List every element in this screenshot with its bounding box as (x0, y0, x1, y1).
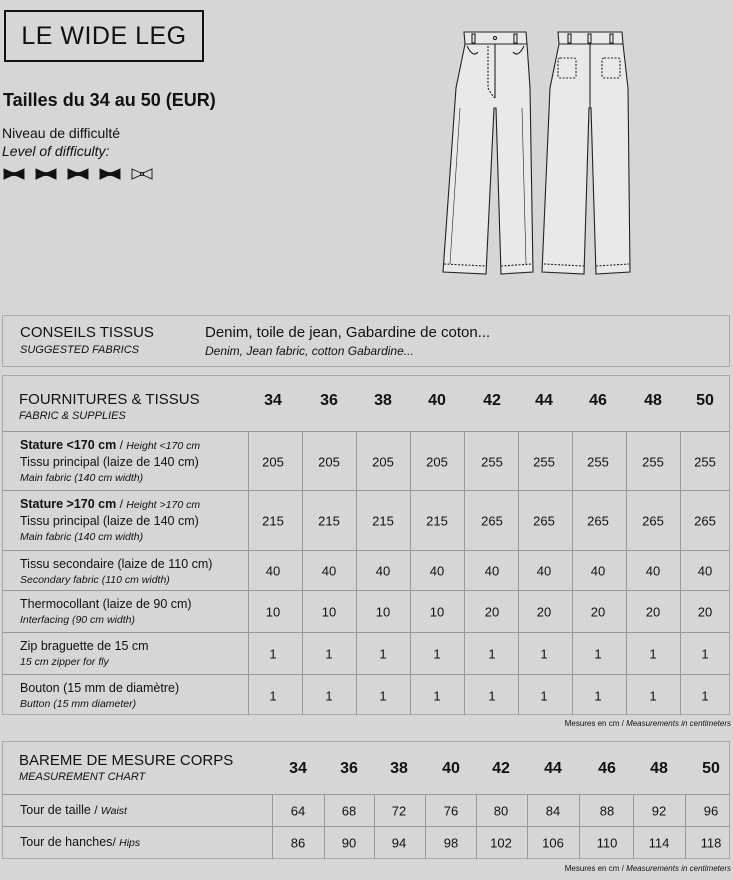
supplies-size-header: 38 (374, 392, 392, 409)
table-column-divider (518, 431, 519, 715)
table-cell: 255 (533, 454, 555, 469)
chart-row-label (20, 834, 140, 851)
table-cell: 40 (590, 563, 606, 579)
table-column-divider (410, 431, 411, 715)
supplies-size-header: 42 (483, 392, 501, 409)
table-row-divider (3, 431, 729, 432)
front-view-trousers (443, 32, 533, 274)
table-row-label (20, 680, 179, 712)
table-cell: 1 (488, 688, 496, 704)
chart-size-header: 50 (702, 760, 720, 777)
table-cell: 1 (379, 646, 387, 662)
table-cell: 40 (265, 563, 281, 579)
bow-filled-icon (98, 168, 122, 180)
table-cell: 1 (540, 646, 548, 662)
table-cell: 20 (536, 604, 552, 620)
table-row-label (20, 496, 200, 545)
table-cell: 265 (481, 513, 503, 529)
difficulty-rating (2, 168, 154, 180)
table-row-divider (3, 490, 729, 491)
table-cell: 10 (375, 604, 391, 620)
chart-row-label-fr: Tour de hanches (20, 835, 113, 849)
table-cell: 40 (429, 563, 445, 579)
table-cell: 1 (701, 688, 709, 704)
table-cell: 106 (542, 835, 564, 851)
row-label-fr: Zip braguette de 15 cm (20, 639, 149, 653)
table-cell: 114 (648, 835, 670, 851)
table-cell: 215 (262, 513, 284, 529)
row-label-fr: Thermocollant (laize de 90 cm) (20, 597, 192, 611)
table-cell: 86 (290, 835, 306, 851)
table-cell: 205 (426, 454, 448, 469)
table-cell: 1 (325, 688, 333, 704)
table-cell: 1 (433, 688, 441, 704)
chart-row-separator: / (90, 803, 101, 817)
difficulty-label (2, 124, 120, 160)
table-cell: 255 (694, 454, 716, 469)
table-cell: 265 (642, 513, 664, 529)
chart-heading-fr: BAREME DE MESURE CORPS (19, 752, 234, 769)
table-cell: 88 (599, 803, 615, 819)
fabrics-heading-fr: CONSEILS TISSUS (20, 324, 154, 341)
table-cell: 20 (645, 604, 661, 620)
table-cell: 1 (540, 688, 548, 704)
table-cell: 118 (700, 835, 722, 851)
table-cell: 20 (697, 604, 713, 620)
measurement-chart-table (2, 741, 730, 859)
supplies-size-header: 50 (696, 392, 714, 409)
table-cell: 1 (649, 688, 657, 704)
table-column-divider (374, 794, 375, 859)
table-cell: 20 (590, 604, 606, 620)
table-cell: 1 (701, 646, 709, 662)
difficulty-label-en: Level of difficulty: (2, 143, 110, 159)
table-cell: 255 (587, 454, 609, 469)
table-cell: 265 (533, 513, 555, 529)
table-column-divider (626, 431, 627, 715)
table-cell: 265 (694, 513, 716, 529)
table-row-label (20, 638, 149, 670)
row-label-fr: Bouton (15 mm de diamètre) (20, 681, 180, 695)
table-cell: 90 (341, 835, 357, 851)
row-label-en: Secondary fabric (110 cm width) (20, 574, 170, 586)
table-column-divider (476, 794, 477, 859)
table-row-label (20, 437, 200, 486)
row-label-stature (20, 496, 200, 513)
table-cell: 215 (318, 513, 340, 529)
table-cell: 40 (536, 563, 552, 579)
supplies-size-header: 44 (535, 392, 553, 409)
table-column-divider (685, 794, 686, 859)
row-label-stature-fr: Stature <170 cm (20, 438, 117, 452)
supplies-heading-fr: FOURNITURES & TISSUS (19, 391, 200, 408)
chart-row-label-fr: Tour de taille (20, 803, 91, 817)
table-cell: 215 (426, 513, 448, 529)
table-column-divider (579, 794, 580, 859)
pattern-title: LE WIDE LEG (4, 10, 204, 62)
row-label-en: Main fabric (140 cm width) (20, 472, 144, 484)
bow-filled-icon (34, 168, 58, 180)
table-cell: 110 (596, 835, 618, 851)
row-label-fr: Tissu principal (laize de 140 cm) (20, 455, 199, 469)
table-cell: 94 (391, 835, 407, 851)
table-row-divider (3, 826, 729, 827)
table-column-divider (425, 794, 426, 859)
chart-size-header: 46 (598, 760, 616, 777)
fabrics-heading-en: SUGGESTED FABRICS (20, 344, 139, 356)
table-cell: 205 (318, 454, 340, 469)
row-label-fr: Tissu secondaire (laize de 110 cm) (20, 557, 213, 571)
table-row-divider (3, 674, 729, 675)
row-label-separator: / (116, 438, 127, 452)
bow-filled-icon (66, 168, 90, 180)
table-cell: 10 (265, 604, 281, 620)
chart-size-header: 36 (340, 760, 358, 777)
table-cell: 40 (645, 563, 661, 579)
table-cell: 96 (703, 803, 719, 819)
table-cell: 1 (433, 646, 441, 662)
fabrics-value-en: Denim, Jean fabric, cotton Gabardine... (205, 344, 414, 358)
table-cell: 10 (321, 604, 337, 620)
row-label-en: Interfacing (90 cm width) (20, 614, 135, 626)
row-label-en: Main fabric (140 cm width) (20, 531, 144, 543)
fabrics-value-fr: Denim, toile de jean, Gabardine de coton... (205, 324, 491, 341)
table-column-divider (572, 431, 573, 715)
supplies-heading-en: FABRIC & SUPPLIES (19, 410, 126, 422)
row-label-stature-en: Height >170 cm (126, 499, 201, 511)
chart-row-label-en: Hips (119, 837, 141, 849)
table-cell: 80 (493, 803, 509, 819)
row-label-fr: Tissu principal (laize de 140 cm) (20, 514, 199, 528)
supplies-size-header: 48 (644, 392, 662, 409)
table-cell: 64 (290, 803, 306, 819)
row-label-stature-fr: Stature >170 cm (20, 497, 117, 511)
bow-empty-icon (130, 168, 154, 180)
supplies-units-note (565, 719, 731, 728)
table-column-divider (680, 431, 681, 715)
row-label-en: Button (15 mm diameter) (20, 698, 137, 710)
difficulty-label-fr: Niveau de difficulté (2, 125, 121, 141)
chart-size-header: 48 (650, 760, 668, 777)
size-range: Tailles du 34 au 50 (EUR) (3, 90, 216, 110)
table-cell: 84 (545, 803, 561, 819)
table-cell: 1 (649, 646, 657, 662)
table-row-divider (3, 794, 729, 795)
table-row-label (20, 556, 212, 588)
table-cell: 98 (443, 835, 459, 851)
row-label-stature-en: Height <170 cm (126, 440, 201, 452)
table-cell: 20 (484, 604, 500, 620)
table-column-divider (272, 794, 273, 859)
supplies-size-header: 40 (428, 392, 446, 409)
chart-units-note (565, 864, 731, 873)
suggested-fabrics-panel (2, 315, 730, 367)
row-label-separator: / (116, 497, 127, 511)
table-cell: 265 (587, 513, 609, 529)
table-cell: 40 (484, 563, 500, 579)
table-column-divider (356, 431, 357, 715)
supplies-size-header: 46 (589, 392, 607, 409)
table-cell: 40 (697, 563, 713, 579)
table-cell: 255 (481, 454, 503, 469)
table-row-divider (3, 550, 729, 551)
table-cell: 102 (490, 835, 512, 851)
table-cell: 1 (269, 688, 277, 704)
table-cell: 255 (642, 454, 664, 469)
chart-heading-en: MEASUREMENT CHART (19, 771, 146, 783)
table-cell: 76 (443, 803, 459, 819)
chart-size-header: 44 (544, 760, 562, 777)
table-cell: 1 (325, 646, 333, 662)
chart-note-en: Measurements in centimeters (626, 864, 731, 873)
table-cell: 72 (391, 803, 407, 819)
bow-filled-icon (2, 168, 26, 180)
supplies-size-header: 36 (320, 392, 338, 409)
fabric-supplies-table (2, 375, 730, 715)
table-row-label (20, 596, 192, 628)
table-cell: 205 (372, 454, 394, 469)
table-cell: 68 (341, 803, 357, 819)
table-cell: 1 (269, 646, 277, 662)
chart-note-fr: Mesures en cm / (564, 864, 627, 873)
row-label-en: 15 cm zipper for fly (20, 656, 109, 668)
chart-size-header: 38 (390, 760, 408, 777)
table-cell: 215 (372, 513, 394, 529)
table-row-divider (3, 590, 729, 591)
garment-illustration (438, 28, 638, 280)
table-column-divider (527, 794, 528, 859)
table-column-divider (633, 794, 634, 859)
chart-row-separator: / (112, 835, 120, 849)
table-cell: 1 (379, 688, 387, 704)
chart-row-label-en: Waist (100, 805, 127, 817)
table-cell: 40 (375, 563, 391, 579)
table-cell: 40 (321, 563, 337, 579)
supplies-size-header: 34 (264, 392, 282, 409)
table-cell: 92 (651, 803, 667, 819)
chart-row-label (20, 802, 127, 819)
chart-size-header: 42 (492, 760, 510, 777)
supplies-note-fr: Mesures en cm / (564, 719, 627, 728)
table-column-divider (464, 431, 465, 715)
row-label-stature (20, 437, 200, 454)
table-cell: 205 (262, 454, 284, 469)
table-cell: 10 (429, 604, 445, 620)
table-column-divider (324, 794, 325, 859)
table-cell: 1 (594, 688, 602, 704)
table-column-divider (302, 431, 303, 715)
table-cell: 1 (594, 646, 602, 662)
table-column-divider (248, 431, 249, 715)
table-row-divider (3, 632, 729, 633)
table-cell: 1 (488, 646, 496, 662)
chart-size-header: 40 (442, 760, 460, 777)
back-view-trousers (542, 32, 630, 274)
supplies-note-en: Measurements in centimeters (626, 719, 731, 728)
chart-size-header: 34 (289, 760, 307, 777)
